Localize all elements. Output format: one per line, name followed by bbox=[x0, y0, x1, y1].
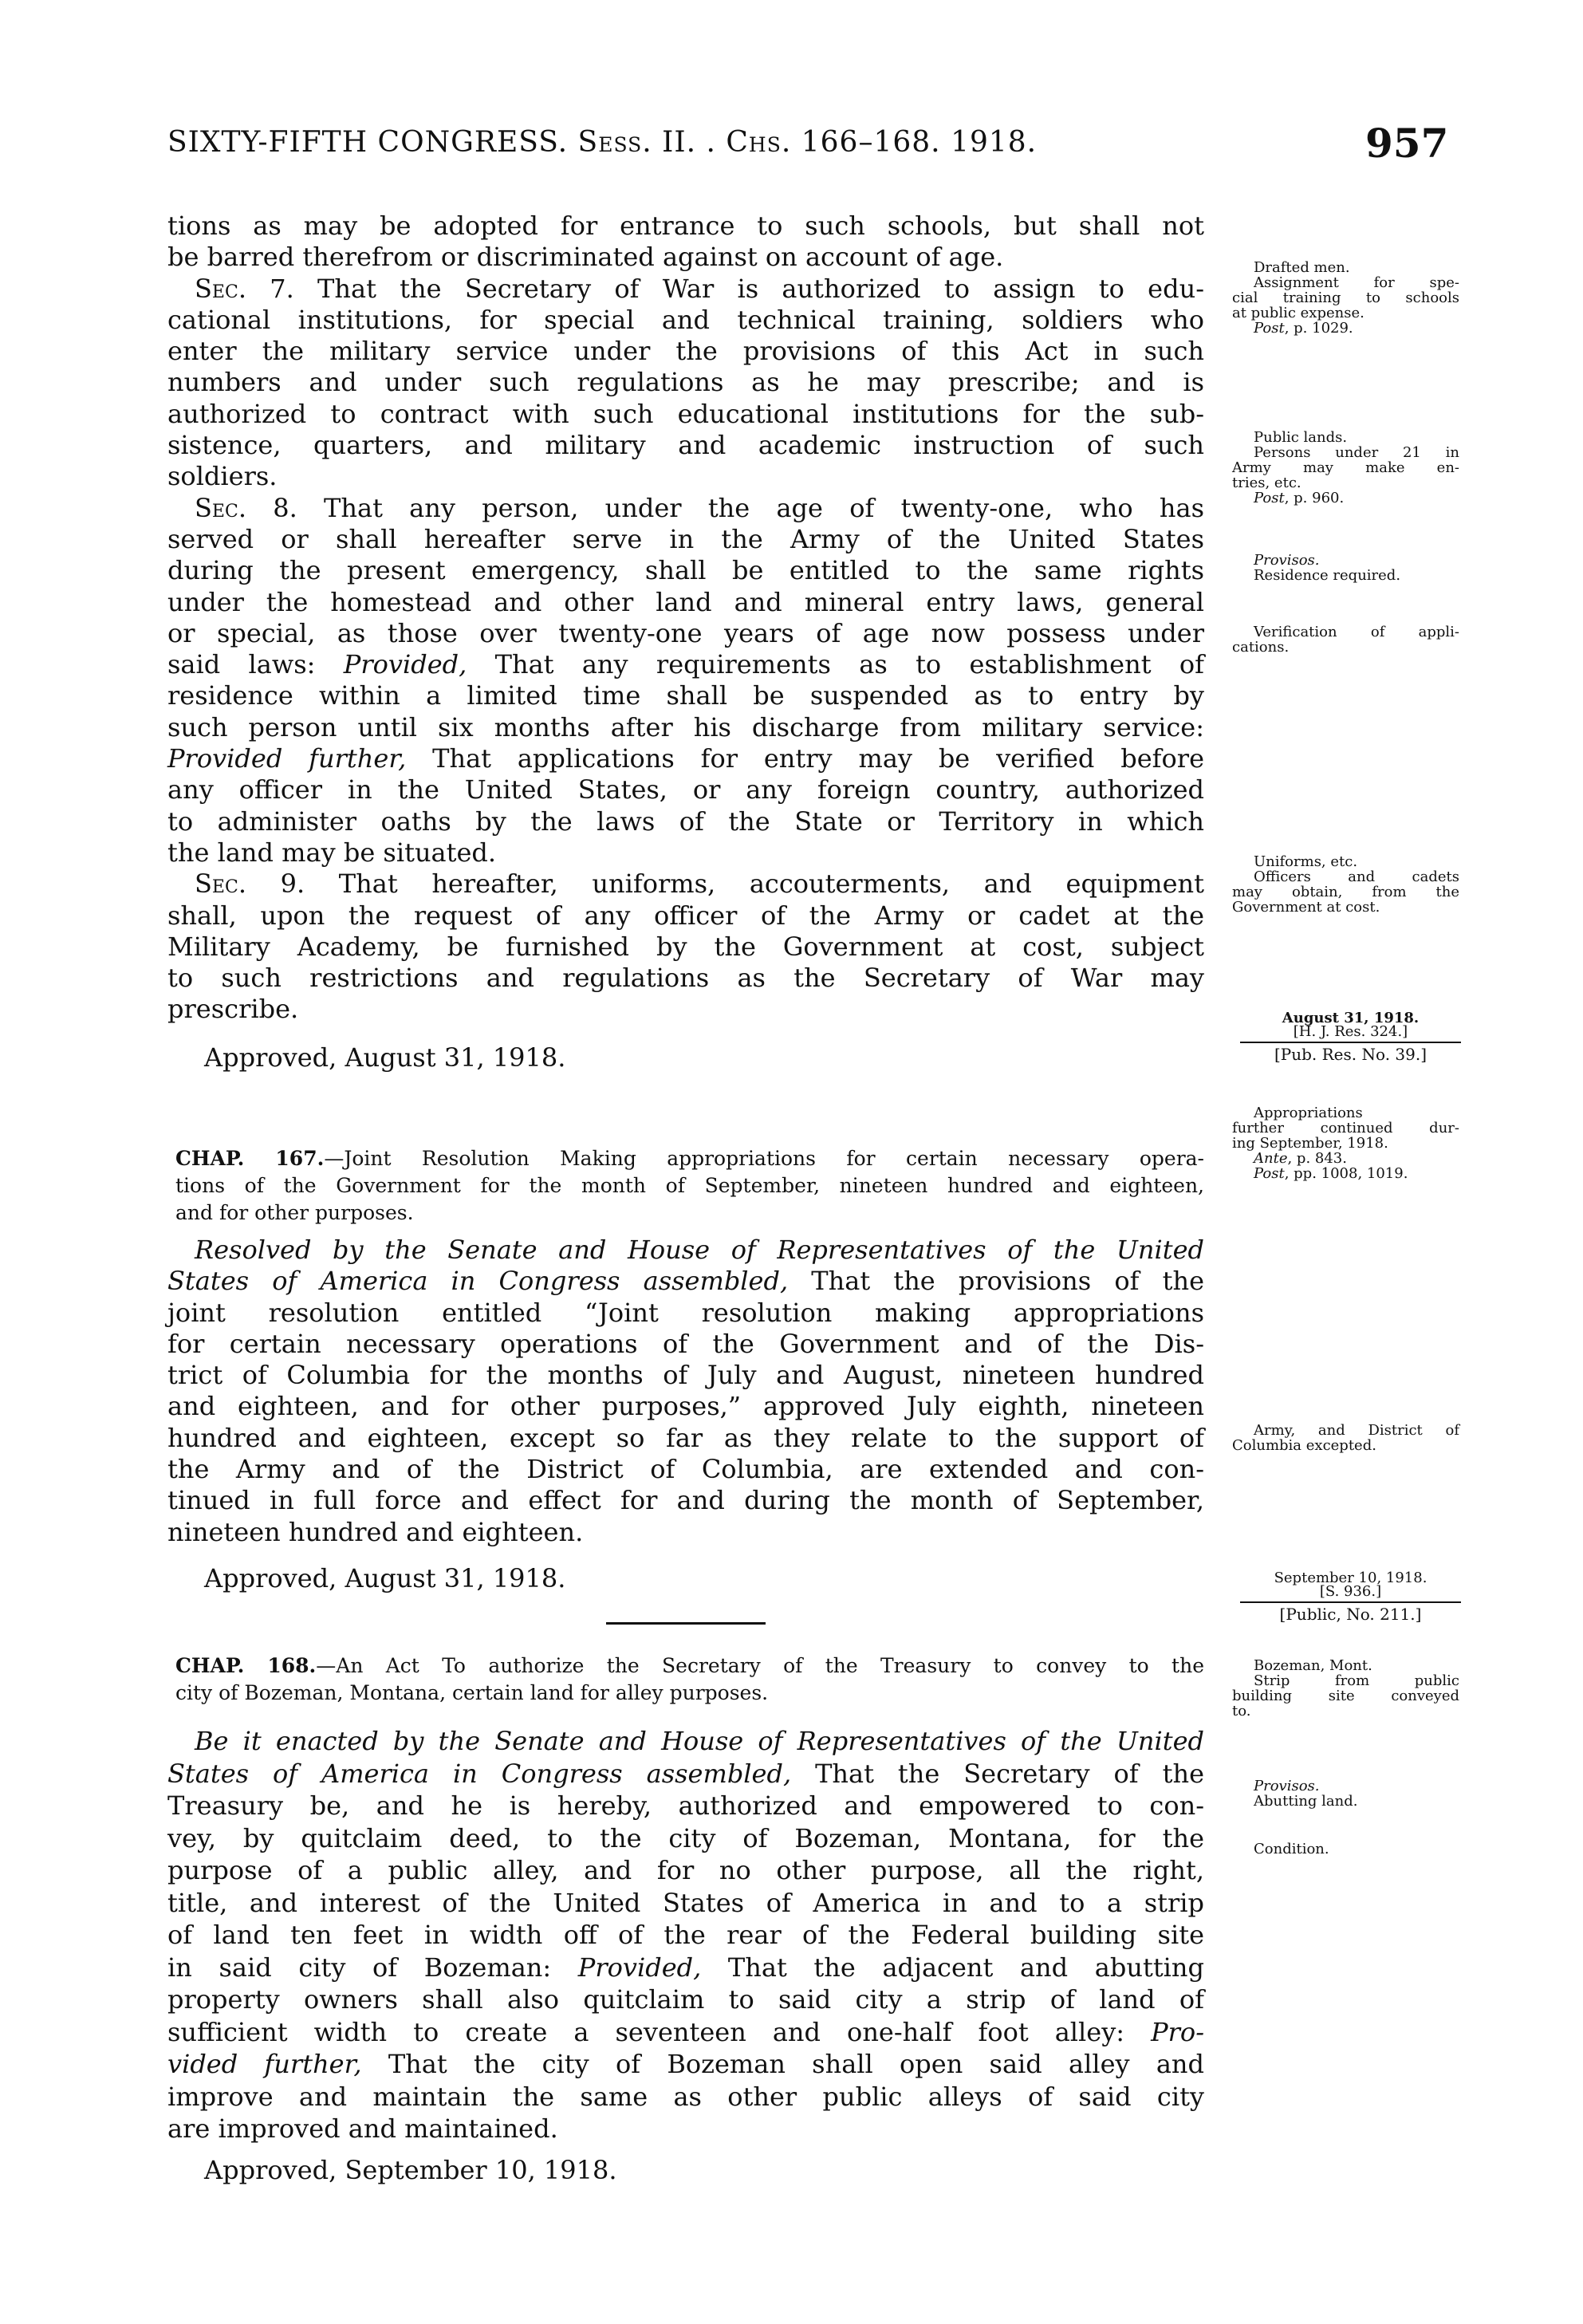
text-line bbox=[167, 1360, 1204, 1391]
text-span: property owners shall also quitclaim to said city a strip of land of bbox=[167, 1984, 1204, 2015]
text-span: 8. That any person, under the age of twenty-one, who has bbox=[246, 492, 1204, 523]
text-line bbox=[167, 869, 1204, 900]
text-span: the land may be situated. bbox=[167, 837, 497, 868]
text-span: Bozeman, Mont. bbox=[1254, 1657, 1372, 1674]
italic-text: Provisos. bbox=[1254, 552, 1320, 569]
text-span: Army may make en- bbox=[1232, 459, 1459, 476]
italic-text: vided further, bbox=[167, 2049, 362, 2079]
margin-note-condition bbox=[1232, 1841, 1459, 1857]
text-line bbox=[1232, 445, 1459, 460]
margin-note-public-lands bbox=[1232, 430, 1459, 506]
text-span: CHAP. 168. bbox=[175, 1654, 317, 1677]
text-span: cations. bbox=[1232, 639, 1290, 656]
text-line bbox=[167, 461, 1204, 492]
text-span: shall, upon the request of any officer of the Army or cadet at the bbox=[167, 900, 1204, 931]
enactment-date: September 10, 1918. bbox=[1274, 1570, 1427, 1586]
text-line bbox=[167, 1758, 1204, 1790]
text-span: That the Secretary of the bbox=[791, 1758, 1204, 1789]
text-line bbox=[1232, 869, 1459, 884]
header-year: 1918. bbox=[951, 126, 1038, 159]
text-line bbox=[167, 367, 1204, 398]
text-span: Appropriations bbox=[1254, 1105, 1363, 1121]
margin-note-appropriations bbox=[1232, 1105, 1459, 1181]
text-line bbox=[1232, 305, 1459, 321]
text-span: the Army and of the District of Columbia, are extended and con- bbox=[167, 1454, 1204, 1485]
text-line bbox=[167, 1298, 1204, 1329]
text-span: to administer oaths by the laws of the State or Territory in which bbox=[167, 806, 1204, 837]
italic-text: States of America in Congress assembled, bbox=[167, 1758, 792, 1789]
text-line bbox=[167, 555, 1204, 586]
text-span: be barred therefrom or discriminated against on account of age. bbox=[167, 242, 1004, 273]
text-line bbox=[1232, 884, 1459, 900]
text-line bbox=[167, 2048, 1204, 2081]
text-span: purpose of a public alley, and for no other purpose, all the right, bbox=[167, 1855, 1204, 1885]
text-line bbox=[167, 1887, 1204, 1920]
text-span: Army, and District of bbox=[1254, 1422, 1459, 1439]
text-span: That the city of Bozeman shall open said alley and bbox=[361, 2049, 1205, 2079]
text-span: are improved and maintained. bbox=[167, 2113, 558, 2144]
text-line bbox=[167, 963, 1204, 994]
text-line bbox=[1232, 430, 1459, 445]
header-congress: SIXTY-FIFTH CONGRESS. bbox=[167, 126, 569, 159]
text-span: Sec. bbox=[195, 273, 246, 304]
chapter-168-text bbox=[167, 1725, 1204, 2145]
text-span: That applications for entry may be verified before bbox=[406, 743, 1204, 774]
text-line bbox=[167, 1517, 1204, 1548]
text-span: Officers and cadets bbox=[1254, 869, 1459, 885]
text-line bbox=[167, 305, 1204, 336]
italic-text: Provisos. bbox=[1254, 1778, 1320, 1794]
text-line bbox=[167, 900, 1204, 932]
bill-number: [H. J. Res. 324.] bbox=[1293, 1023, 1408, 1040]
text-span: cational institutions, for special and technical training, soldiers who bbox=[167, 304, 1204, 335]
approval-line-ch167: Approved, August 31, 1918. bbox=[204, 1563, 566, 1593]
text-span: during the present emergency, shall be entitled to the same rights bbox=[167, 555, 1204, 586]
text-line bbox=[1232, 1151, 1459, 1166]
text-line bbox=[167, 1454, 1204, 1485]
text-span: tions of the Government for the month of September, nineteen hundred and eighteen, bbox=[175, 1174, 1204, 1197]
text-span: Drafted men. bbox=[1254, 259, 1350, 276]
text-span: —An Act To authorize the Secretary of the Treasury to convey to the bbox=[316, 1654, 1204, 1677]
text-line bbox=[1232, 1841, 1459, 1857]
margin-note-provisos-2 bbox=[1232, 1778, 1459, 1809]
text-line bbox=[1232, 275, 1459, 290]
text-line bbox=[167, 493, 1204, 524]
text-line bbox=[1232, 568, 1459, 583]
text-line bbox=[167, 1391, 1204, 1422]
text-span: 9. That hereafter, uniforms, accouterments, and equipment bbox=[246, 869, 1204, 900]
text-span: residence within a limited time shall be suspended as to entry by bbox=[167, 680, 1204, 711]
text-span: Condition. bbox=[1254, 1841, 1329, 1857]
text-line bbox=[167, 1952, 1204, 1984]
italic-text: Post bbox=[1254, 1165, 1285, 1182]
text-span: tinued in full force and effect for and during the month of September, bbox=[167, 1485, 1204, 1516]
page-number: 957 bbox=[1365, 120, 1449, 167]
text-line bbox=[1232, 1423, 1459, 1438]
text-span: ing September, 1918. bbox=[1232, 1135, 1388, 1152]
text-span: Residence required. bbox=[1254, 567, 1401, 584]
header-session: Sess. II. bbox=[577, 126, 697, 159]
text-span: That the provisions of the bbox=[788, 1266, 1205, 1297]
text-line bbox=[175, 1652, 1204, 1680]
text-span: , p. 960. bbox=[1284, 490, 1345, 506]
italic-text: Pro- bbox=[1151, 2016, 1204, 2047]
italic-text: Post bbox=[1254, 320, 1285, 337]
text-span: prescribe. bbox=[167, 994, 299, 1025]
chapter-167-text bbox=[167, 1235, 1204, 1548]
text-line bbox=[167, 587, 1204, 618]
text-span: Public lands. bbox=[1254, 429, 1348, 446]
text-line bbox=[1232, 1105, 1459, 1121]
date-block-ch167 bbox=[1240, 1011, 1461, 1062]
text-span: Abutting land. bbox=[1254, 1793, 1358, 1810]
text-line bbox=[1232, 260, 1459, 275]
running-header bbox=[167, 126, 1037, 159]
text-line bbox=[1232, 1121, 1459, 1136]
text-span: may obtain, from the bbox=[1232, 884, 1459, 900]
chapter-167-title bbox=[175, 1145, 1204, 1227]
italic-text: Provided, bbox=[343, 649, 467, 680]
text-line bbox=[167, 994, 1204, 1025]
text-span: further continued dur- bbox=[1232, 1120, 1459, 1136]
text-span: for certain necessary operations of the Government and of the Dis- bbox=[167, 1328, 1204, 1359]
text-line bbox=[167, 649, 1204, 680]
margin-note-drafted-men bbox=[1232, 260, 1459, 336]
text-span: to such restrictions and regulations as the Secretary of War may bbox=[167, 963, 1204, 994]
text-line bbox=[167, 618, 1204, 649]
text-span: Sec. bbox=[195, 492, 246, 523]
text-line bbox=[1232, 640, 1459, 655]
text-span: served or shall hereafter serve in the Army of the United States bbox=[167, 523, 1204, 554]
text-span: Uniforms, etc. bbox=[1254, 853, 1358, 870]
text-span: CHAP. 167. bbox=[175, 1147, 325, 1170]
text-span: tions as may be adopted for entrance to such schools, but shall not bbox=[167, 211, 1204, 241]
bill-number: [S. 936.] bbox=[1319, 1583, 1382, 1600]
text-line bbox=[167, 2016, 1204, 2049]
date-block-rule bbox=[1240, 1042, 1461, 1043]
text-span: hundred and eighteen, except so far as they relate to the support of bbox=[167, 1422, 1204, 1453]
text-span: vey, by quitclaim deed, to the city of Bozeman, Montana, for the bbox=[167, 1822, 1204, 1853]
text-line bbox=[167, 680, 1204, 711]
text-line bbox=[167, 712, 1204, 743]
text-span: city of Bozeman, Montana, certain land for alley purposes. bbox=[175, 1681, 769, 1704]
text-line bbox=[1232, 321, 1459, 336]
text-line bbox=[175, 1680, 1204, 1707]
text-span: and eighteen, and for other purposes,” approved July eighth, nineteen bbox=[167, 1391, 1204, 1422]
text-span: in said city of Bozeman: bbox=[167, 1952, 578, 1983]
text-line bbox=[1232, 1704, 1459, 1719]
text-span: soldiers. bbox=[167, 461, 278, 492]
law-number: [Pub. Res. No. 39.] bbox=[1274, 1045, 1427, 1064]
text-line bbox=[167, 1329, 1204, 1360]
text-line bbox=[167, 837, 1204, 869]
text-line bbox=[167, 1983, 1204, 2016]
italic-text: States of America in Congress assembled, bbox=[167, 1266, 789, 1297]
text-line bbox=[1232, 1166, 1459, 1181]
chapter-divider bbox=[606, 1622, 766, 1625]
text-line bbox=[1232, 1794, 1459, 1809]
text-line bbox=[167, 399, 1204, 430]
text-line bbox=[1232, 854, 1459, 869]
law-number: [Public, No. 211.] bbox=[1279, 1605, 1422, 1624]
text-line bbox=[167, 1423, 1204, 1454]
margin-note-provisos bbox=[1232, 553, 1459, 583]
text-span: numbers and under such regulations as he may prescribe; and is bbox=[167, 367, 1204, 398]
text-line bbox=[167, 211, 1204, 242]
text-line bbox=[1232, 1136, 1459, 1151]
text-span: any officer in the United States, or any foreign country, authorized bbox=[167, 774, 1204, 806]
text-span: Strip from public bbox=[1254, 1672, 1459, 1689]
text-span: Verification of appli- bbox=[1254, 624, 1459, 640]
text-span: sufficient width to create a seventeen and one-half foot alley: bbox=[167, 2016, 1152, 2047]
text-line bbox=[167, 932, 1204, 963]
italic-text: Provided, bbox=[577, 1952, 702, 1983]
text-line bbox=[167, 2081, 1204, 2113]
text-span: trict of Columbia for the months of July and August, nineteen hundred bbox=[167, 1360, 1204, 1391]
text-span: to. bbox=[1232, 1703, 1251, 1719]
text-span: tries, etc. bbox=[1232, 475, 1301, 491]
enactment-date: August 31, 1918. bbox=[1282, 1010, 1420, 1026]
text-span: under the homestead and other land and mineral entry laws, general bbox=[167, 586, 1204, 617]
text-line bbox=[167, 1790, 1204, 1822]
text-span: joint resolution entitled “Joint resolution making appropriations bbox=[167, 1297, 1204, 1328]
chapter-168-title bbox=[175, 1652, 1204, 1707]
text-span: at public expense. bbox=[1232, 305, 1364, 321]
margin-note-bozeman bbox=[1232, 1658, 1459, 1719]
text-span: Government at cost. bbox=[1232, 899, 1380, 916]
italic-text: Resolved by the Senate and House of Representatives of the United bbox=[195, 1235, 1204, 1265]
text-span: title, and interest of the United States of America in and to a strip bbox=[167, 1887, 1204, 1918]
text-span: —Joint Resolution Making appropriations for certain necessary opera- bbox=[324, 1147, 1205, 1170]
margin-note-verification bbox=[1232, 624, 1459, 655]
text-line bbox=[1232, 1673, 1459, 1688]
date-block-rule bbox=[1240, 1601, 1461, 1603]
chapter-166-sections-7-9 bbox=[167, 211, 1204, 1026]
text-span: sistence, quarters, and military and academic instruction of such bbox=[167, 430, 1204, 461]
italic-text: Provided further, bbox=[167, 743, 407, 774]
text-span: improve and maintain the same as other public alleys of said city bbox=[167, 2081, 1204, 2112]
text-line bbox=[1232, 1778, 1459, 1794]
text-line bbox=[167, 336, 1204, 367]
text-line bbox=[167, 1822, 1204, 1855]
text-line bbox=[167, 743, 1204, 774]
text-line bbox=[1232, 900, 1459, 915]
text-line bbox=[167, 806, 1204, 837]
text-line bbox=[1232, 460, 1459, 475]
text-span: That any requirements as to establishment of bbox=[467, 649, 1205, 680]
margin-note-army-dc bbox=[1232, 1423, 1459, 1453]
text-line bbox=[167, 774, 1204, 806]
italic-text: Post bbox=[1254, 490, 1285, 506]
text-span: cial training to schools bbox=[1232, 290, 1459, 306]
text-span: Military Academy, be furnished by the Government at cost, subject bbox=[167, 931, 1204, 962]
text-line bbox=[1232, 490, 1459, 506]
text-span: authorized to contract with such educational institutions for the sub- bbox=[167, 398, 1204, 429]
text-line bbox=[167, 274, 1204, 305]
text-line bbox=[167, 2113, 1204, 2145]
text-span: Treasury be, and he is hereby, authorized and empowered to con- bbox=[167, 1790, 1204, 1821]
text-span: That the adjacent and abutting bbox=[701, 1952, 1205, 1983]
text-span: , pp. 1008, 1019. bbox=[1284, 1165, 1408, 1182]
text-span: of land ten feet in width off of the rear of the Federal building site bbox=[167, 1920, 1204, 1950]
text-line bbox=[1232, 624, 1459, 640]
text-span: or special, as those over twenty-one years of age now possess under bbox=[167, 617, 1204, 648]
header-chapters: . Chs. 166–168. bbox=[706, 126, 941, 159]
text-span: , p. 843. bbox=[1287, 1150, 1347, 1167]
date-block-ch168 bbox=[1240, 1570, 1461, 1624]
text-span: enter the military service under the provisions of this Act in such bbox=[167, 336, 1204, 367]
text-span: Sec. bbox=[195, 869, 246, 900]
approval-line-ch168: Approved, September 10, 1918. bbox=[204, 2155, 617, 2185]
text-span: said laws: bbox=[167, 649, 344, 680]
text-line bbox=[167, 524, 1204, 555]
text-line bbox=[167, 1854, 1204, 1887]
text-span: Assignment for spe- bbox=[1254, 274, 1459, 291]
text-line bbox=[1232, 475, 1459, 490]
text-line bbox=[167, 1485, 1204, 1516]
text-span: 7. That the Secretary of War is authorized to assign to edu- bbox=[246, 273, 1204, 304]
text-line bbox=[167, 1725, 1204, 1758]
text-line bbox=[167, 1919, 1204, 1952]
text-span: and for other purposes. bbox=[175, 1201, 414, 1224]
text-span: Persons under 21 in bbox=[1254, 444, 1459, 461]
text-line bbox=[167, 242, 1204, 273]
text-line bbox=[1232, 1438, 1459, 1453]
text-line bbox=[1232, 290, 1459, 305]
text-line bbox=[1232, 1658, 1459, 1673]
text-span: such person until six months after his discharge from military service: bbox=[167, 711, 1204, 742]
approval-line-ch166: Approved, August 31, 1918. bbox=[204, 1042, 566, 1073]
italic-text: Be it enacted by the Senate and House of Representatives of the United bbox=[195, 1726, 1204, 1756]
italic-text: Ante bbox=[1254, 1150, 1288, 1167]
text-line bbox=[1232, 1688, 1459, 1704]
text-line bbox=[175, 1145, 1204, 1172]
text-line bbox=[167, 1235, 1204, 1266]
text-line bbox=[167, 430, 1204, 461]
text-span: Columbia excepted. bbox=[1232, 1437, 1376, 1454]
text-span: nineteen hundred and eighteen. bbox=[167, 1516, 584, 1547]
text-span: building site conveyed bbox=[1232, 1688, 1459, 1704]
text-line bbox=[1232, 553, 1459, 568]
margin-note-uniforms bbox=[1232, 854, 1459, 915]
text-line bbox=[175, 1199, 1204, 1227]
text-line bbox=[167, 1266, 1204, 1297]
text-line bbox=[175, 1172, 1204, 1199]
text-span: , p. 1029. bbox=[1284, 320, 1353, 337]
